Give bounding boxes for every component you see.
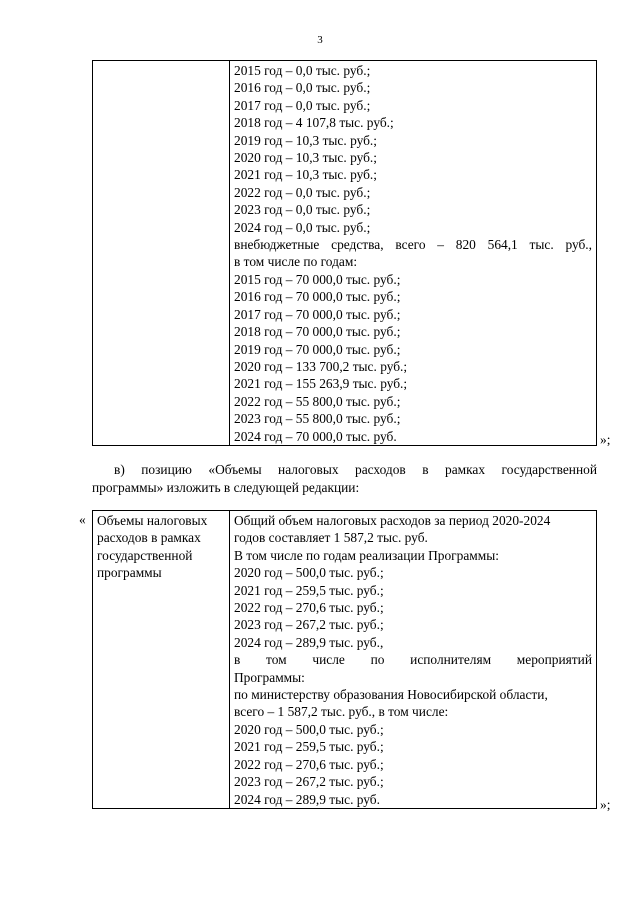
- table2-opening-quote: «: [79, 512, 86, 527]
- table2-value-line: годов составляет 1 587,2 тыс. руб.: [234, 530, 428, 546]
- table2-value-line: Общий объем налоговых расходов за период 2020-2024: [234, 513, 551, 528]
- table1-line: 2018 год – 70 000,0 тыс. руб.;: [234, 324, 401, 340]
- table1-line: 2022 год – 0,0 тыс. руб.;: [234, 184, 371, 200]
- table1-line: 2019 год – 10,3 тыс. руб.;: [234, 132, 377, 148]
- table1-line: 2020 год – 10,3 тыс. руб.;: [234, 150, 377, 166]
- table1-line: 2021 год – 10,3 тыс. руб.;: [234, 167, 377, 183]
- table1-line: 2015 год – 0,0 тыс. руб.;: [234, 63, 371, 78]
- table1-line: 2016 год – 70 000,0 тыс. руб.;: [234, 289, 401, 305]
- table1-line: 2022 год – 55 800,0 тыс. руб.;: [234, 393, 401, 409]
- table2-label-line: государственной: [97, 547, 193, 563]
- table1-empty-label-cell: [93, 61, 230, 446]
- table1-line: в том числе по годам:: [234, 254, 358, 270]
- amendment-paragraph-line-1: в) позицию «Объемы налоговых расходов в рамках государственной: [114, 462, 597, 477]
- table2-value-line: по министерству образования Новосибирской области,: [234, 687, 548, 703]
- table2-value-line: 2020 год – 500,0 тыс. руб.;: [234, 721, 384, 737]
- table2-label-line: расходов в рамках: [97, 530, 201, 546]
- table1-line: 2018 год – 4 107,8 тыс. руб.;: [234, 115, 394, 131]
- funding-table-continued: [92, 60, 597, 446]
- table2-label-line: Объемы налоговых: [97, 513, 208, 528]
- table1-closing-quote: »;: [600, 432, 611, 447]
- table2-value-line: всего – 1 587,2 тыс. руб., в том числе:: [234, 704, 449, 720]
- table2-value-line: 2021 год – 259,5 тыс. руб.;: [234, 582, 384, 598]
- table1-line: 2023 год – 55 800,0 тыс. руб.;: [234, 411, 401, 427]
- table1-line: 2024 год – 0,0 тыс. руб.;: [234, 219, 371, 235]
- table2-value-line: 2024 год – 289,9 тыс. руб.,: [234, 634, 384, 650]
- table1-line: 2017 год – 0,0 тыс. руб.;: [234, 97, 371, 113]
- amendment-paragraph: [92, 461, 597, 497]
- table1-line: внебюджетные средства, всего – 820 564,1 тыс. руб.,: [234, 237, 592, 253]
- table1-line: 2024 год – 70 000,0 тыс. руб.: [234, 428, 397, 444]
- table1-line: 2019 год – 70 000,0 тыс. руб.;: [234, 341, 401, 357]
- table1-line: 2020 год – 133 700,2 тыс. руб.;: [234, 358, 408, 374]
- table2-label-cell: [93, 511, 230, 809]
- table2-value-line: 2024 год – 289,9 тыс. руб.: [234, 791, 380, 807]
- table1-line: 2021 год – 155 263,9 тыс. руб.;: [234, 376, 408, 392]
- amendment-paragraph-line-2: программы» изложить в следующей редакции:: [92, 480, 360, 495]
- table2-label-line: программы: [97, 565, 162, 581]
- table2-value-line: 2021 год – 259,5 тыс. руб.;: [234, 739, 384, 755]
- table2-closing-quote: »;: [600, 797, 611, 812]
- table1-line: 2015 год – 70 000,0 тыс. руб.;: [234, 271, 401, 287]
- table1-line: 2017 год – 70 000,0 тыс. руб.;: [234, 306, 401, 322]
- table2-value-line: 2022 год – 270,6 тыс. руб.;: [234, 600, 384, 616]
- table2-value-cell: [230, 511, 597, 809]
- table1-funding-cell: [230, 61, 597, 446]
- page-number: 3: [317, 34, 323, 46]
- table1-line: 2016 год – 0,0 тыс. руб.;: [234, 80, 371, 96]
- table1-line: 2023 год – 0,0 тыс. руб.;: [234, 202, 371, 218]
- table2-value-line: Программы:: [234, 669, 305, 685]
- table2-value-line: в том числе по исполнителям мероприятий: [234, 652, 592, 668]
- table2-value-line: В том числе по годам реализации Программы:: [234, 547, 499, 563]
- table2-value-line: 2023 год – 267,2 тыс. руб.;: [234, 617, 384, 633]
- table2-value-line: 2020 год – 500,0 тыс. руб.;: [234, 565, 384, 581]
- table2-value-line: 2022 год – 270,6 тыс. руб.;: [234, 756, 384, 772]
- tax-expenditure-table: [92, 510, 597, 809]
- table2-value-line: 2023 год – 267,2 тыс. руб.;: [234, 774, 384, 790]
